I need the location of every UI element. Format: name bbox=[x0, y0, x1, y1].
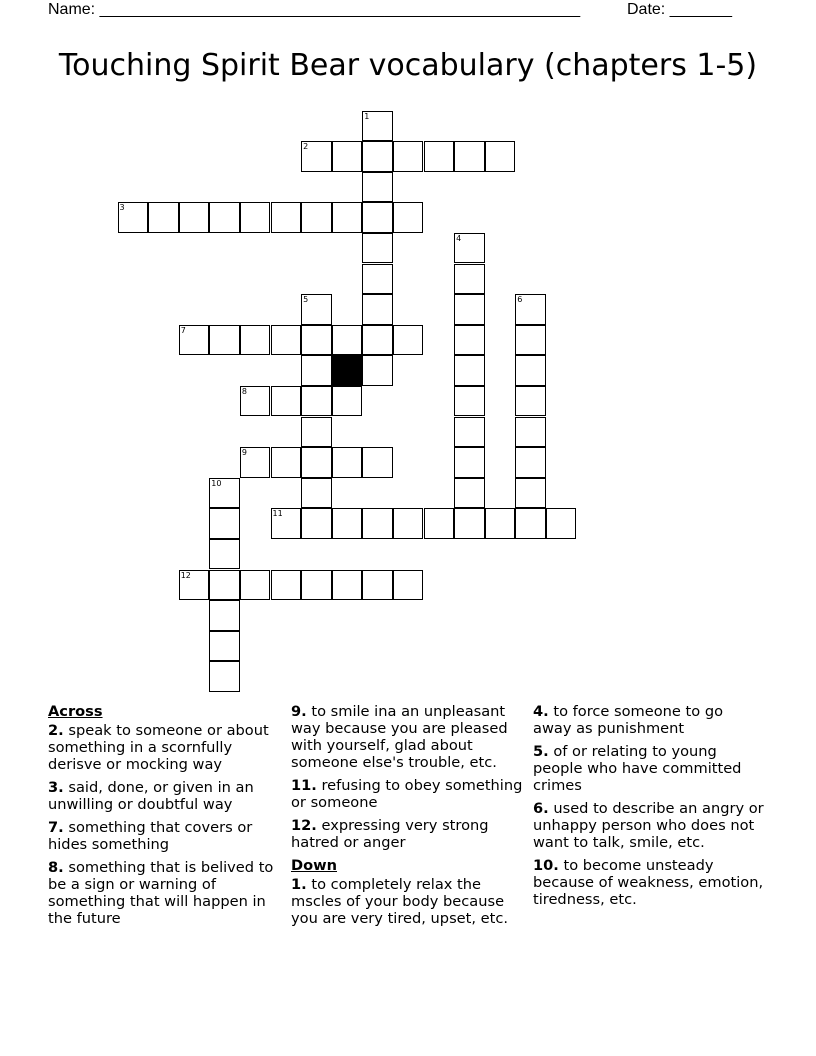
grid-cell[interactable] bbox=[240, 386, 271, 417]
grid-cell[interactable] bbox=[209, 478, 240, 509]
grid-cell[interactable] bbox=[515, 294, 546, 325]
clue-down-10 bbox=[533, 857, 765, 908]
grid-cell[interactable] bbox=[332, 386, 363, 417]
grid-cell[interactable] bbox=[209, 202, 240, 233]
grid-cell[interactable] bbox=[301, 570, 332, 601]
grid-cell[interactable] bbox=[209, 325, 240, 356]
clue-number: 11. bbox=[291, 777, 317, 794]
grid-cell[interactable] bbox=[179, 202, 210, 233]
cell-number: 11 bbox=[272, 509, 283, 519]
grid-cell[interactable] bbox=[362, 355, 393, 386]
grid-cell[interactable] bbox=[271, 325, 302, 356]
cell-number: 10 bbox=[211, 478, 222, 488]
cell-number: 8 bbox=[241, 386, 247, 396]
grid-cell[interactable] bbox=[454, 417, 485, 448]
name-field[interactable]: Name: ______________________________________________________ bbox=[48, 1, 581, 18]
clue-text: said, done, or given in an unwilling or doubtful way bbox=[48, 779, 254, 813]
grid-cell[interactable] bbox=[515, 447, 546, 478]
clue-text: something that covers or hides something bbox=[48, 819, 253, 853]
grid-cell[interactable] bbox=[362, 570, 393, 601]
grid-cell[interactable] bbox=[148, 202, 179, 233]
clue-across-8 bbox=[48, 859, 280, 927]
clue-text: speak to someone or about something in a scornfully derisve or mocking way bbox=[48, 722, 269, 773]
grid-cell[interactable] bbox=[515, 478, 546, 509]
grid-cell[interactable] bbox=[271, 508, 302, 539]
grid-cell[interactable] bbox=[362, 233, 393, 264]
grid-cell[interactable] bbox=[301, 447, 332, 478]
grid-cell[interactable] bbox=[209, 570, 240, 601]
cell-number: 2 bbox=[303, 142, 309, 152]
grid-cell[interactable] bbox=[271, 386, 302, 417]
grid-cell[interactable] bbox=[332, 570, 363, 601]
clue-number: 12. bbox=[291, 817, 317, 834]
grid-cell[interactable] bbox=[485, 508, 516, 539]
clue-number: 10. bbox=[533, 857, 559, 874]
grid-cell[interactable] bbox=[362, 111, 393, 142]
clue-across-11 bbox=[291, 777, 523, 811]
clue-across-3 bbox=[48, 779, 280, 813]
clue-number: 2. bbox=[48, 722, 64, 739]
clue-text: to completely relax the mscles of your body because you are very tired, upset, etc. bbox=[291, 876, 509, 927]
grid-cell[interactable] bbox=[393, 202, 424, 233]
grid-cell[interactable] bbox=[332, 447, 363, 478]
grid-cell[interactable] bbox=[454, 141, 485, 172]
grid-cell[interactable] bbox=[301, 508, 332, 539]
cell-number: 7 bbox=[180, 325, 186, 335]
grid-cell[interactable] bbox=[118, 202, 149, 233]
grid-cell[interactable] bbox=[454, 355, 485, 386]
grid-cell[interactable] bbox=[332, 141, 363, 172]
grid-cell[interactable] bbox=[362, 447, 393, 478]
clue-across-7 bbox=[48, 819, 280, 853]
clue-number: 4. bbox=[533, 703, 549, 720]
grid-cell[interactable] bbox=[301, 202, 332, 233]
grid-cell[interactable] bbox=[240, 202, 271, 233]
grid-cell[interactable] bbox=[179, 570, 210, 601]
clue-across-2 bbox=[48, 722, 280, 773]
date-field[interactable]: Date: _______ bbox=[627, 1, 732, 18]
clue-column-3 bbox=[533, 700, 765, 914]
clue-text: of or relating to young people who have committed crimes bbox=[533, 743, 742, 794]
grid-cell[interactable] bbox=[454, 478, 485, 509]
grid-cell[interactable] bbox=[546, 508, 577, 539]
grid-cell[interactable] bbox=[332, 325, 363, 356]
grid-cell[interactable] bbox=[362, 508, 393, 539]
grid-cell[interactable] bbox=[240, 325, 271, 356]
grid-cell[interactable] bbox=[454, 325, 485, 356]
grid-cell[interactable] bbox=[454, 508, 485, 539]
grid-cell[interactable] bbox=[362, 172, 393, 203]
clue-column-1 bbox=[48, 700, 280, 933]
clue-number: 6. bbox=[533, 800, 549, 817]
grid-cell[interactable] bbox=[332, 508, 363, 539]
grid-cell[interactable] bbox=[301, 141, 332, 172]
clue-text: to force someone to go away as punishment bbox=[533, 703, 724, 737]
grid-cell[interactable] bbox=[393, 141, 424, 172]
clue-across-9 bbox=[291, 703, 523, 771]
grid-cell[interactable] bbox=[485, 141, 516, 172]
grid-block bbox=[332, 355, 363, 386]
grid-cell[interactable] bbox=[454, 447, 485, 478]
page-title: Touching Spirit Bear vocabulary (chapters 1-5) bbox=[58, 48, 758, 83]
grid-cell[interactable] bbox=[454, 294, 485, 325]
grid-cell[interactable] bbox=[454, 233, 485, 264]
grid-cell[interactable] bbox=[209, 631, 240, 662]
clue-number: 8. bbox=[48, 859, 64, 876]
grid-cell[interactable] bbox=[515, 355, 546, 386]
clue-number: 7. bbox=[48, 819, 64, 836]
clue-number: 1. bbox=[291, 876, 307, 893]
grid-cell[interactable] bbox=[515, 417, 546, 448]
cell-number: 1 bbox=[364, 111, 370, 121]
grid-cell[interactable] bbox=[301, 478, 332, 509]
clue-number: 9. bbox=[291, 703, 307, 720]
grid-cell[interactable] bbox=[271, 570, 302, 601]
grid-cell[interactable] bbox=[393, 570, 424, 601]
cell-number: 6 bbox=[517, 295, 523, 305]
clue-down-4 bbox=[533, 703, 765, 737]
grid-cell[interactable] bbox=[424, 141, 455, 172]
grid-cell[interactable] bbox=[362, 202, 393, 233]
grid-cell[interactable] bbox=[362, 141, 393, 172]
clue-column-2 bbox=[291, 700, 523, 933]
grid-cell[interactable] bbox=[301, 294, 332, 325]
across-heading: Across bbox=[48, 703, 103, 720]
cell-number: 4 bbox=[456, 233, 462, 243]
clue-down-1 bbox=[291, 876, 523, 927]
clue-text: used to describe an angry or unhappy person who does not want to talk, smile, etc. bbox=[533, 800, 764, 851]
grid-cell[interactable] bbox=[271, 202, 302, 233]
clue-down-5 bbox=[533, 743, 765, 794]
grid-cell[interactable] bbox=[393, 508, 424, 539]
grid-cell[interactable] bbox=[271, 447, 302, 478]
clue-text: to smile ina an unpleasant way because you are pleased with yourself, glad about someone else's trouble, etc. bbox=[291, 703, 508, 771]
grid-cell[interactable] bbox=[454, 386, 485, 417]
cell-number: 3 bbox=[119, 203, 125, 213]
grid-cell[interactable] bbox=[515, 325, 546, 356]
grid-cell[interactable] bbox=[209, 600, 240, 631]
clue-number: 3. bbox=[48, 779, 64, 796]
grid-cell[interactable] bbox=[454, 264, 485, 295]
clue-text: something that is belived to be a sign or warning of something that will happen in the future bbox=[48, 859, 274, 927]
grid-cell[interactable] bbox=[209, 508, 240, 539]
grid-cell[interactable] bbox=[240, 447, 271, 478]
clue-across-12 bbox=[291, 817, 523, 851]
grid-cell[interactable] bbox=[362, 264, 393, 295]
cell-number: 9 bbox=[241, 448, 247, 458]
clue-number: 5. bbox=[533, 743, 549, 760]
clue-down-6 bbox=[533, 800, 765, 851]
grid-cell[interactable] bbox=[301, 386, 332, 417]
grid-cell[interactable] bbox=[179, 325, 210, 356]
grid-cell[interactable] bbox=[393, 325, 424, 356]
grid-cell[interactable] bbox=[424, 508, 455, 539]
clue-text: to become unsteady because of weakness, emotion, tiredness, etc. bbox=[533, 857, 764, 908]
grid-cell[interactable] bbox=[240, 570, 271, 601]
grid-cell[interactable] bbox=[301, 325, 332, 356]
grid-cell[interactable] bbox=[332, 202, 363, 233]
grid-cell[interactable] bbox=[362, 294, 393, 325]
clue-text: refusing to obey something or someone bbox=[291, 777, 523, 811]
grid-cell[interactable] bbox=[301, 355, 332, 386]
grid-cell[interactable] bbox=[209, 661, 240, 692]
clue-text: expressing very strong hatred or anger bbox=[291, 817, 489, 851]
grid-cell[interactable] bbox=[301, 417, 332, 448]
cell-number: 12 bbox=[180, 570, 191, 580]
cell-number: 5 bbox=[303, 295, 309, 305]
grid-cell[interactable] bbox=[515, 508, 546, 539]
grid-cell[interactable] bbox=[362, 325, 393, 356]
down-heading: Down bbox=[291, 857, 338, 874]
grid-cell[interactable] bbox=[515, 386, 546, 417]
grid-cell[interactable] bbox=[209, 539, 240, 570]
